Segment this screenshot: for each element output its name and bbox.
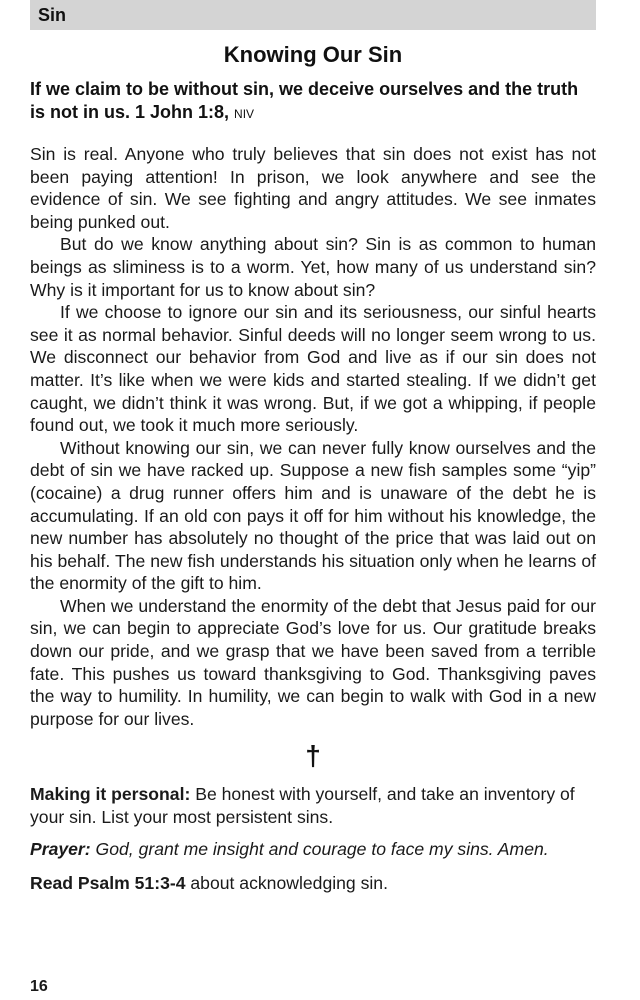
page-title: Knowing Our Sin (223, 42, 403, 67)
cross-icon: † (305, 740, 321, 771)
reading-assignment (30, 872, 596, 895)
paragraph-1: Sin is real. Anyone who truly believes that sin does not exist has not been paying attention! In prison, we look anywhere and see the evidence of sin. We see fighting and angry attitudes. We see inmates being punked out. (30, 144, 596, 232)
reading-label: Read Psalm 51:3-4 (30, 873, 186, 893)
personal-text: Be honest with yourself, and take an inventory of your sin. List your most persistent sins. (30, 784, 575, 827)
personal-label: Making it personal: (30, 784, 191, 804)
reading-text: about acknowledging sin. (190, 873, 388, 893)
prayer-label: Prayer: (30, 839, 91, 859)
paragraph-4: Without knowing our sin, we can never fully know ourselves and the debt of sin we have racked up. Suppose a new fish samples some “yip” (cocaine) a drug runner offers him and is unaware of the debt he is accumulating. If an old con pays it off for him without his knowledge, the new number has absolutely no thought of the price that was laid out on his behalf. The new fish understands his situation only when he learns of the enormity of the gift to him. (30, 437, 596, 594)
devotional-body (30, 143, 596, 730)
paragraph-5: When we understand the enormity of the debt that Jesus paid for our sin, we can begin to appreciate God’s love for us. Our gratitude breaks down our pride, and we grasp that we have been saved from a terrible fate. This pushes us toward thanksgiving to God. Thanksgiving paves the way to humility. In humility, we can begin to walk with God in a new purpose for our lives. (30, 595, 596, 729)
section-label: Sin (38, 5, 67, 25)
prayer-text: God, grant me insight and courage to face my sins. Amen. (95, 839, 549, 859)
bible-version: NIV (234, 107, 255, 121)
paragraph-3: If we choose to ignore our sin and its seriousness, our sinful hearts see it as normal behavior. Sinful deeds will no longer seem wrong to us. We disconnect our behavior from God and live as if our sin does not matter. It’s like when we were kids and started stealing. If we didn’t get caught, we didn’t think it was wrong. But, if we got a whipping, if people found out, we took it much more seriously. (30, 302, 596, 436)
prayer (30, 838, 596, 861)
making-it-personal (30, 783, 596, 829)
paragraph-2: But do we know anything about sin? Sin is as common to human beings as sliminess is to a worm. Yet, how many of us understand sin? Why is it important for us to know about sin? (30, 234, 596, 300)
key-verse (30, 78, 596, 126)
section-header-bar (30, 0, 596, 30)
page-number: 16 (30, 978, 48, 995)
verse-text: If we claim to be without sin, we deceive ourselves and the truth is not in us. 1 John 1:8, (30, 79, 579, 122)
